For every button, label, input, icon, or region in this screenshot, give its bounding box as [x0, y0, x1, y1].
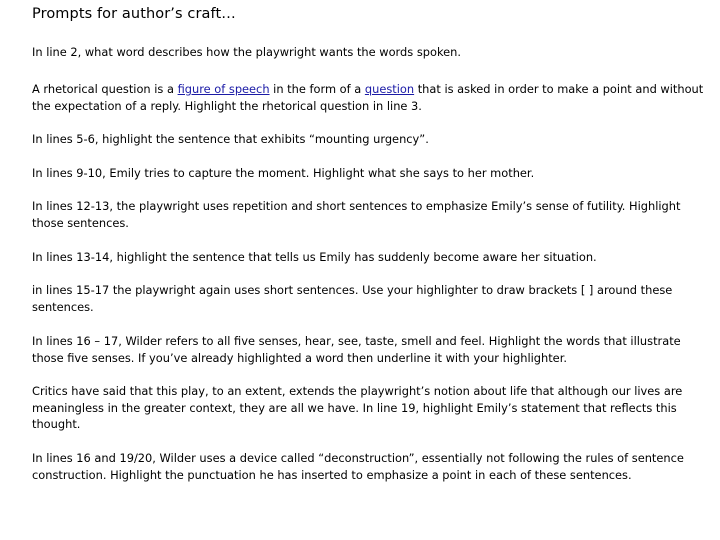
figure-of-speech-link[interactable]: figure of speech [177, 82, 270, 96]
prompt-lines-9-10: In lines 9-10, Emily tries to capture the moment. Highlight what she says to her mother. [32, 166, 535, 180]
prompt-deconstruction: In lines 16 and 19/20, Wilder uses a device called “deconstruction”, essentially not following the rules of sentence construction. Highlight the punctuation he has inserted to emphasize a point in each of these sentences. [32, 451, 684, 482]
prompt-line-2: In line 2, what word describes how the playwright wants the words spoken. [32, 45, 461, 59]
prompt-lines-5-6: In lines 5-6, highlight the sentence that exhibits “mounting urgency”. [32, 132, 429, 146]
prompt-rhetorical-question [32, 81, 712, 114]
prompt-text-segment: in the form of a [269, 82, 365, 96]
prompt-lines-15-17: in lines 15-17 the playwright again uses short sentences. Use your highlighter to draw brackets [ ] around these sentences. [32, 283, 673, 314]
page-title: Prompts for author’s craft… [32, 6, 236, 22]
prompt-text-segment: A rhetorical question is a [32, 82, 178, 96]
prompt-text-segment: that is asked in order to make a point and without the expectation of a reply. Highlight the rhetorical question in line 3. [32, 82, 704, 113]
prompt-critics: Critics have said that this play, to an extent, extends the playwright’s notion about life that although our lives are meaningless in the greater context, they are all we have. In line 19, highlight Emily’s statement that reflects this thought. [32, 384, 683, 431]
question-link[interactable]: question [364, 82, 415, 96]
prompt-lines-13-14: In lines 13-14, highlight the sentence that tells us Emily has suddenly become aware her situation. [32, 250, 597, 264]
prompt-lines-12-13: In lines 12-13, the playwright uses repetition and short sentences to emphasize Emily’s sense of futility. Highlight those sentences. [32, 199, 681, 230]
prompt-five-senses: In lines 16 – 17, Wilder refers to all five senses, hear, see, taste, smell and feel. Highlight the words that illustrate those five senses. If you’ve already highlighted a word then underline it with your highlighter. [32, 334, 681, 365]
